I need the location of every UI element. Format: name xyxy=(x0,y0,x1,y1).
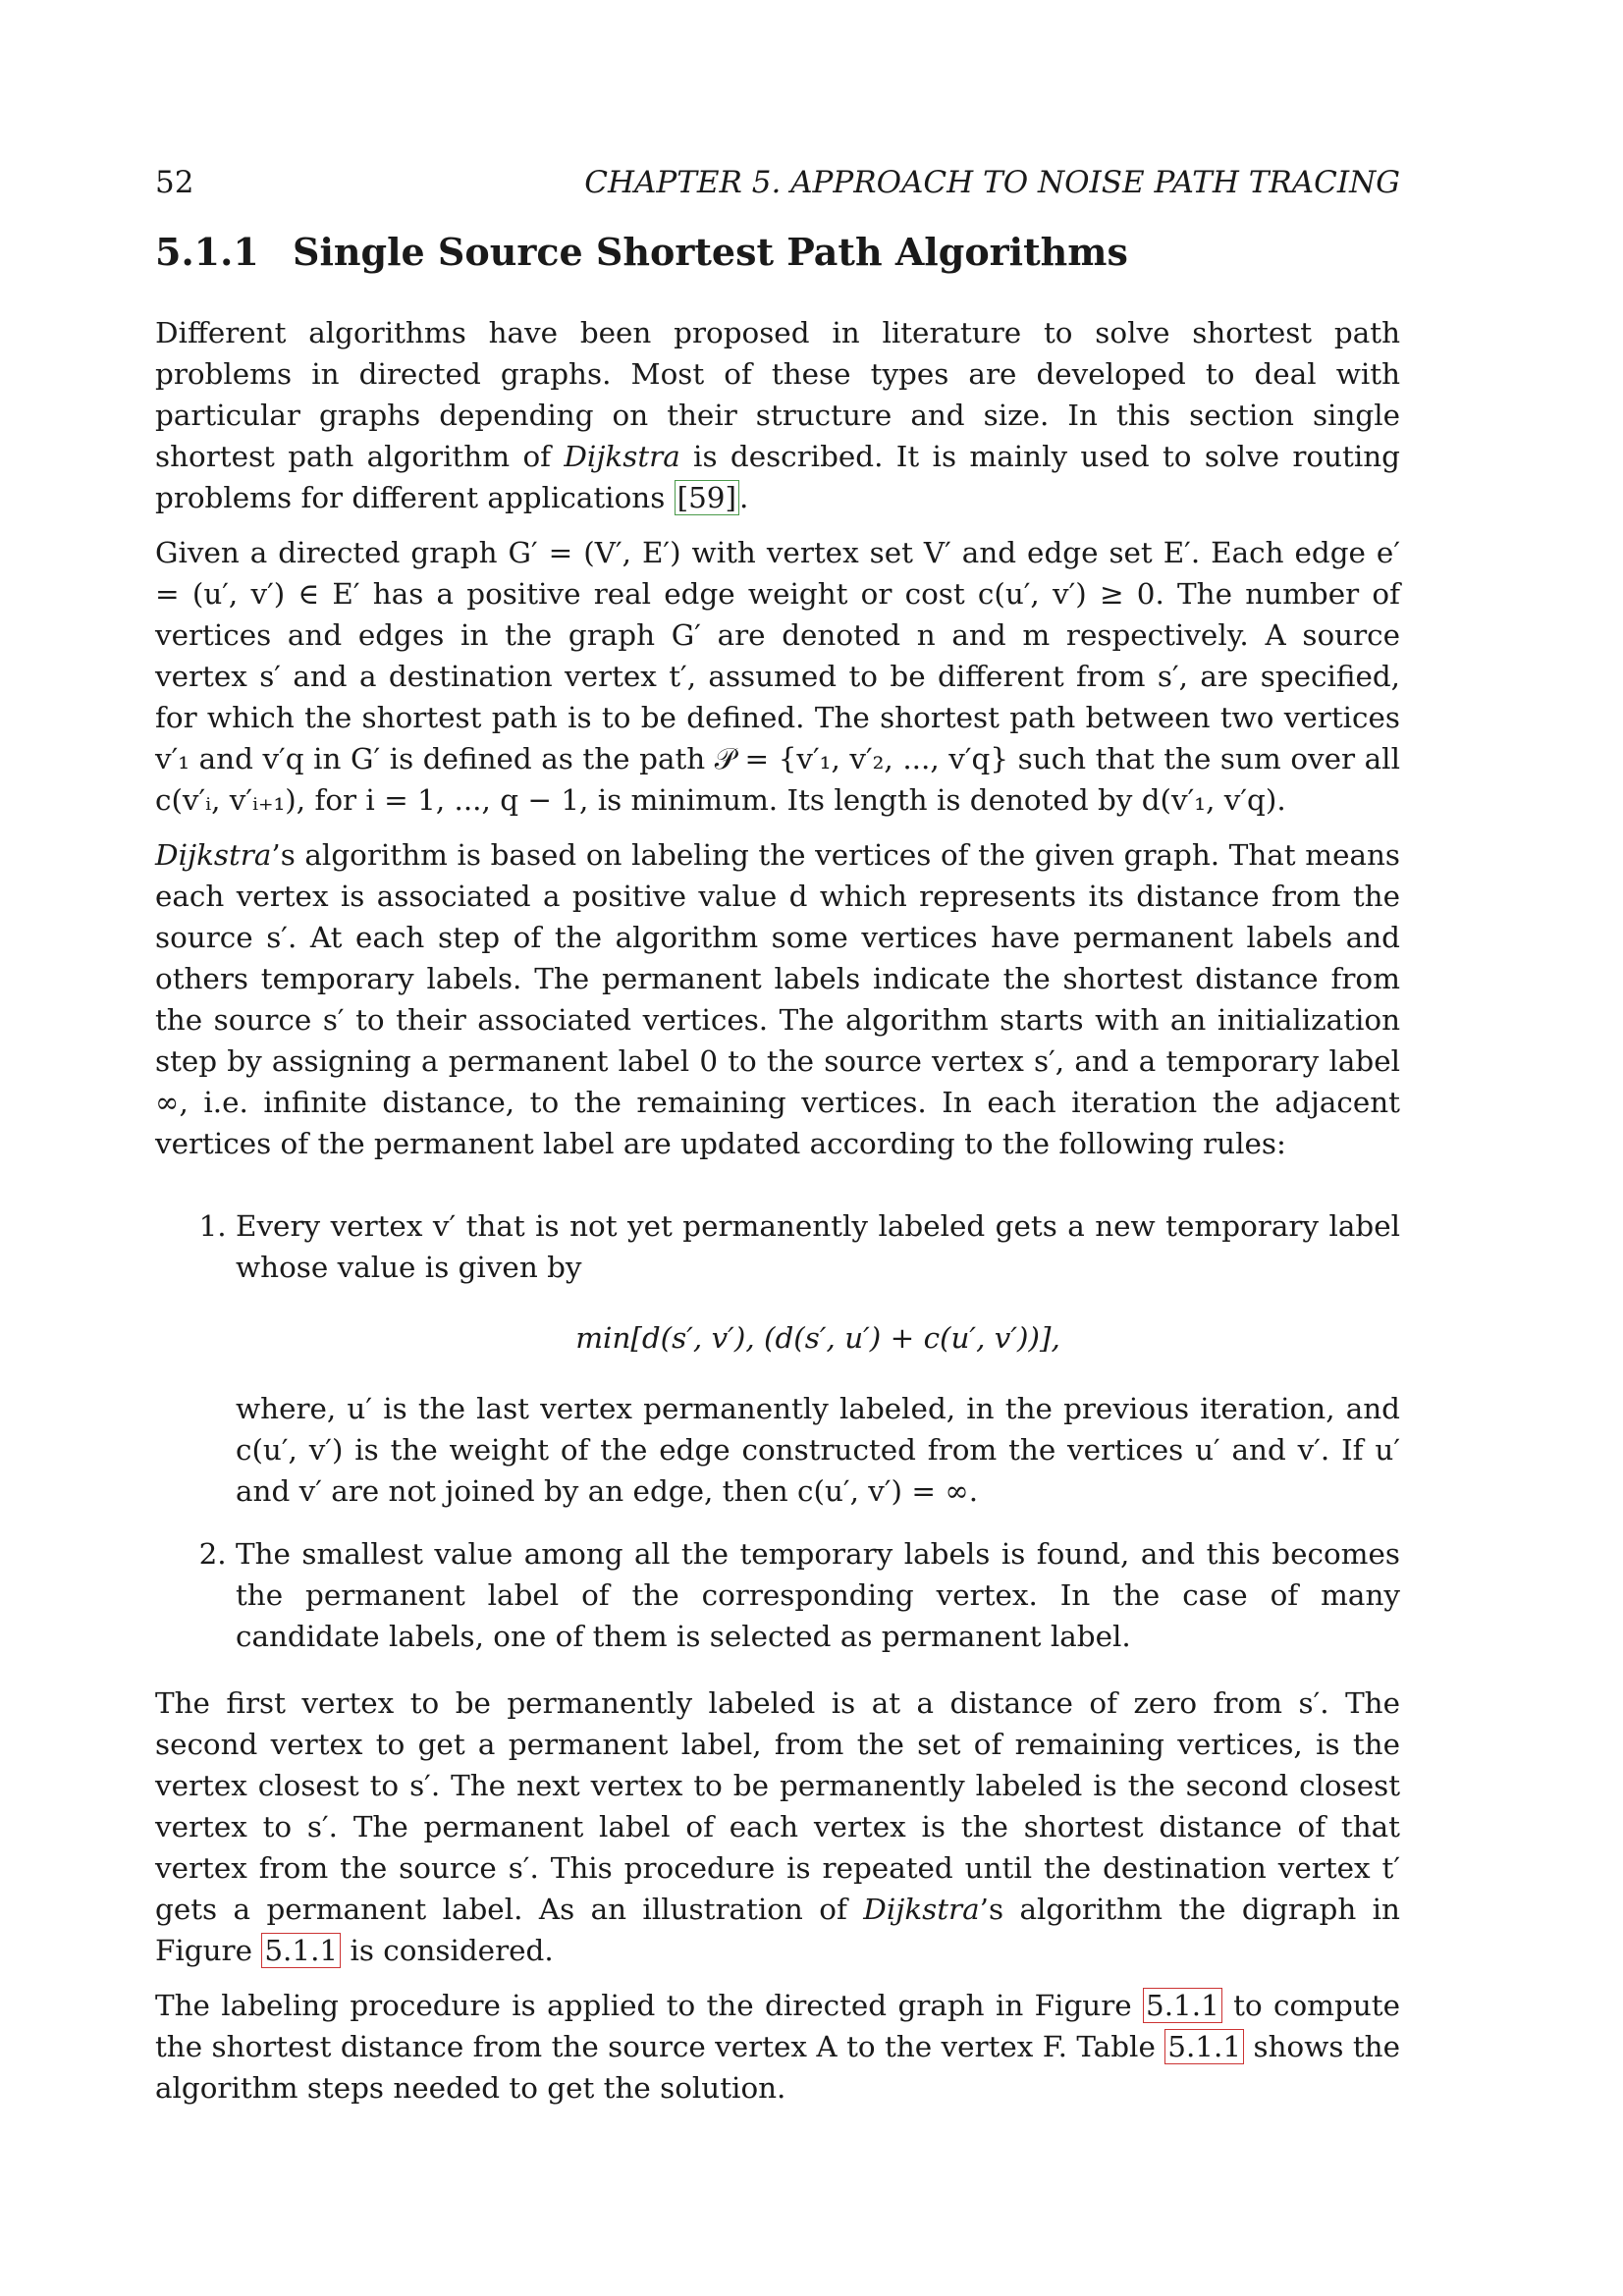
running-header xyxy=(155,163,1400,202)
rule-1-explanation: where, u′ is the last vertex permanently labeled, in the previous iteration, and c(u′, v′) is the weight of the edge constructed from the vertices u′ and v′. If u′ and v′ are not joined by an edge, then c(u′, v′) = ∞. xyxy=(236,1392,1400,1508)
paragraph-procedure xyxy=(155,1682,1400,1971)
page-number: 52 xyxy=(155,165,194,200)
figure-link[interactable]: 5.1.1 xyxy=(261,1933,341,1968)
paragraph-labeling xyxy=(155,834,1400,1164)
section-number: 5.1.1 xyxy=(155,230,259,274)
section-heading xyxy=(155,228,1400,277)
chapter-title: CHAPTER 5. APPROACH TO NOISE PATH TRACING xyxy=(584,165,1400,200)
rule-1-intro: 1. Every vertex v′ that is not yet permanently labeled gets a new temporary label whose value is given by xyxy=(236,1209,1400,1284)
paragraph-application xyxy=(155,1985,1400,2109)
p5-text-b: to compute the shortest distance from the source vertex A to the vertex F. Table xyxy=(155,1989,1400,2063)
figure-link-2[interactable]: 5.1.1 xyxy=(1143,1988,1222,2023)
update-equation: min[d(s′, v′), (d(s′, u′) + c(u′, v′))], xyxy=(575,1321,1060,1355)
section-title: Single Source Shortest Path Algorithms xyxy=(293,230,1128,274)
p3-text: ’s algorithm is based on labeling the vertices of the given graph. That means each vertex is associated a positive value d which represents its distance from the source s′. At each step of the algorithm some vertices have permanent labels and others temporary labels. The permanent labels indicate the shortest distance from the source s′ to their associated vertices. The algorithm starts with an initialization step by assigning a permanent label 0 to the source vertex s′, and a temporary label ∞, i.e. infinite distance, to the remaining vertices. In each iteration the adjacent vertices of the permanent label are updated according to the following rules: xyxy=(155,838,1400,1160)
p5-text-c: shows the algorithm steps needed to get the solution. xyxy=(155,2030,1400,2105)
p1-text-b: is described. It is mainly used to solve routing problems for different applications xyxy=(155,440,1400,514)
p1-dijkstra: Dijkstra xyxy=(564,440,680,473)
p5-text-a: The labeling procedure is applied to the directed graph in Figure xyxy=(155,1989,1143,2022)
p4-text-b: ’s algorithm the digraph in Figure xyxy=(155,1893,1400,1967)
p1-text-c: . xyxy=(738,481,749,514)
body-text xyxy=(155,312,1400,2122)
paragraph-definitions: Given a directed graph G′ = (V′, E′) with vertex set V′ and edge set E′. Each edge e′ = (u′, v′) ∈ E′ has a positive real edge weight or cost c(u′, v′) ≥ 0. The number of vertices and edges in the graph G′ are denoted n and m respectively. A source vertex s′ and a destination vertex t′, assumed to be different from s′, are specified, for which the shortest path is to be defined. The shortest path between two vertices v′₁ and v′q in G′ is defined as the path 𝒫 = {v′₁, v′₂, ..., v′q} such that the sum over all c(v′ᵢ, v′ᵢ₊₁), for i = 1, ..., q − 1, is minimum. Its length is denoted by d(v′₁, v′q). xyxy=(155,536,1400,817)
citation-link[interactable]: [59] xyxy=(675,480,739,515)
rule-2 xyxy=(236,1533,1400,1657)
rule-1 xyxy=(236,1205,1400,1512)
p4-text-a: The first vertex to be permanently labeled is at a distance of zero from s′. The second vertex to get a permanent label, from the set of remaining vertices, is the vertex closest to s′. The next vertex to be permanently labeled is the second closest vertex to s′. The permanent label of each vertex is the shortest distance of that vertex from the source s′. This procedure is repeated until the destination vertex t′ gets a permanent label. As an illustration of xyxy=(155,1686,1400,1926)
table-link[interactable]: 5.1.1 xyxy=(1164,2029,1244,2064)
p4-dijkstra: Dijkstra xyxy=(863,1893,980,1926)
rule-2-text: 2. The smallest value among all the temporary labels is found, and this becomes the permanent label of the corresponding vertex. In the case of many candidate labels, one of them is selected as permanent label. xyxy=(236,1537,1400,1653)
p1-text-a: Different algorithms have been proposed in literature to solve shortest path problems in directed graphs. Most of these types are developed to deal with particular graphs depending on their structure and size. In this section single shortest path algorithm of xyxy=(155,316,1400,473)
p4-text-c: is considered. xyxy=(341,1934,554,1967)
rules-list xyxy=(155,1205,1400,1657)
p3-dijkstra: Dijkstra xyxy=(155,838,272,872)
paragraph-intro xyxy=(155,312,1400,518)
